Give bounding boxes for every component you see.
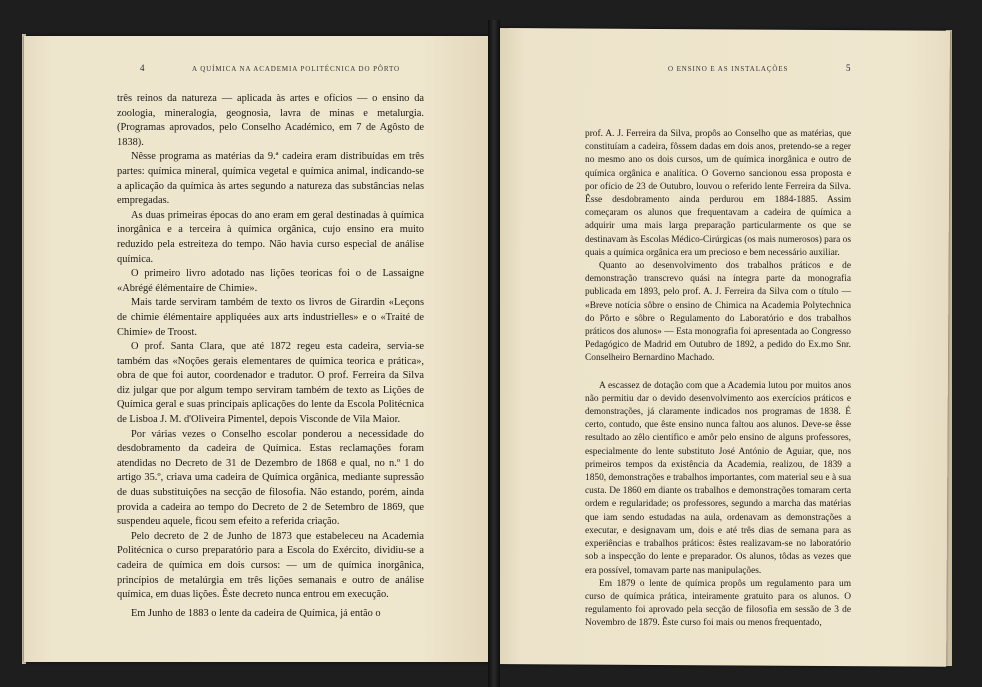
book-gutter [488, 20, 500, 687]
left-page-body [117, 92, 424, 621]
paragraph: Por várias vezes o Conselho escolar ponderou a necessidade do desdobramento da cadeira de Química. Estas reclamações foram atendidas no Decreto de 31 de Dezembro de 1868 e qual, no n.º 1 do artigo 35.º, criava uma cadeira de Química orgânica, mediante supressão de duas substituições na secção de filosofia. Não estando, porém, ainda provida a cadeira ao tempo do Decreto de 2 de Setembro de 1869, que suspendeu aquele, ficou sem efeito a referida criação. [117, 428, 424, 528]
paragraph: Em 1879 o lente de química propôs um regulamento para um curso de química prática, inteiramente gratuito para os alunos. O regulamento foi aprovado pela secção de filosofia em sessão de 3 de Novembro de 1879. Êste curso foi mais ou menos frequentado, [585, 578, 851, 629]
paragraph: As duas primeiras épocas do ano eram em geral destinadas à química inorgânica e a terceira à química orgânica, cujo ensino era muito reduzido pela estreiteza do tempo. Não havia curso especial de análise química. [117, 209, 424, 265]
right-running-head: O ENSINO E AS INSTALAÇÕES [668, 65, 789, 73]
paragraph: Mais tarde serviram também de texto os livros de Girardin «Leçons de chimie élémentaire appliquées aux arts industrielles» e o «Traité de Chimie» de Troost. [117, 297, 424, 338]
paragraph: Pelo decreto de 2 de Junho de 1873 que estabeleceu na Academia Politécnica o curso preparatório para a Escola do Exército, dividiu-se a cadeira de química em dois cursos: — um de química inorgânica, princípios de metalúrgia em três lições semanais e outro de análise química, em duas lições. Êste decreto nunca entrou em execução. [117, 530, 424, 601]
paragraph: O prof. Santa Clara, que até 1872 regeu esta cadeira, servia-se também das «Noções gerais elementares de química teorica e prática», obra de que foi autor, coordenador e tradutor. O prof. Ferreira da Silva diz julgar que por algum tempo serviram também de texto as Lições de Química geral e suas principais aplicações do lente da Escola Politécnica de Lisboa J. M. d'Oliveira Pimentel, depois Visconde de Vila Maior. [117, 341, 424, 426]
paragraph: três reinos da natureza — aplicada às artes e ofícios — o ensino da zoologia, mineralogia, geognosia, lavra de minas e metalurgia. (Programas aprovados, pelo Conselho Académico, em 7 de Agôsto de 1838). [117, 93, 424, 148]
paragraph: Em Junho de 1883 o lente da cadeira de Química, já então o [131, 607, 381, 619]
right-page-body [585, 128, 851, 631]
left-page-number: 4 [140, 63, 145, 73]
left-running-head: A QUÍMICA NA ACADEMIA POLITÉCNICA DO PÔRTO [192, 65, 400, 73]
paragraph: Quanto ao desenvolvimento dos trabalhos práticos e de demonstração transcrevo quási na íntegra parte da monografia publicada em 1893, pelo prof. A. J. Ferreira da Silva com o título — «Breve notícia sôbre o ensino de Chimica na Academia Polytechnica do Pôrto e sôbre o Regulamento do Laboratório e dos trabalhos práticos dos alunos» — Esta monografia foi apresentada ao Congresso Pedagógico de Madrid em Outubro de 1892, a pedido do Ex.mo Snr. Conselheiro Bernardino Machado. [585, 261, 851, 364]
right-page-number: 5 [846, 63, 851, 73]
paragraph: O primeiro livro adotado nas lições teoricas foi o de Lassaigne «Abrégé élémentaire de Chimie». [117, 268, 424, 294]
paragraph: Nêsse programa as matérias da 9.ª cadeira eram distribuídas em três partes: química mineral, química vegetal e química animal, indicando-se a aplicação da química às artes segundo a natureza das substâncias nelas empregadas. [117, 151, 424, 207]
paragraph: prof. A. J. Ferreira da Silva, propôs ao Conselho que as matérias, que constituíam a cadeira, fôssem dadas em dois anos, pretendo-se a reger no mesmo ano os dois cursos, um de química inorgânica e outro de química orgânica e analítica. O Governo sancionou essa proposta e por ofício de 23 de Outubro, louvou o referido lente Ferreira da Silva. Êsse desdobramento ainda perdurou em 1884-1885. Assim começaram os alunos que frequentavam a cadeira de química a adquirir uma mais larga preparação particularmente os que se destinavam às Escolas Médico-Cirúrgicas (os mais numerosos) para os quais a química orgânica era um precioso e bem necessário auxiliar. [585, 129, 851, 258]
paragraph: A escassez de dotação com que a Academia lutou por muitos anos não permitiu dar o devido desenvolvimento aos exercícios práticos e demonstrações, já claramente indicados nos programas de 1838. É certo, contudo, que êste ensino nunca faltou aos alunos. Deve-se êsse resultado ao zêlo científico e amôr pelo ensino de alguns professores, especialmente do lente substituto José António de Aguiar, que, nos primeiros tempos da existência da Academia, realizou, de 1839 a 1850, demonstrações e trabalhos importantes, com material seu e à sua custa. De 1860 em diante os trabalhos e demonstrações tomaram certa ordem e regularidade; os professores, segundo a marcha das matérias que iam sendo estudadas na aula, ordenavam as demonstrações a executar, e designavam um, dois e até três dias de semana para as experiências e trabalhos práticos: êstes realizavam-se no laboratório sob a inspecção do lente e preparador. Os alunos, tôdas as vezes que era possível, tomavam parte nas manipulações. [585, 380, 851, 576]
